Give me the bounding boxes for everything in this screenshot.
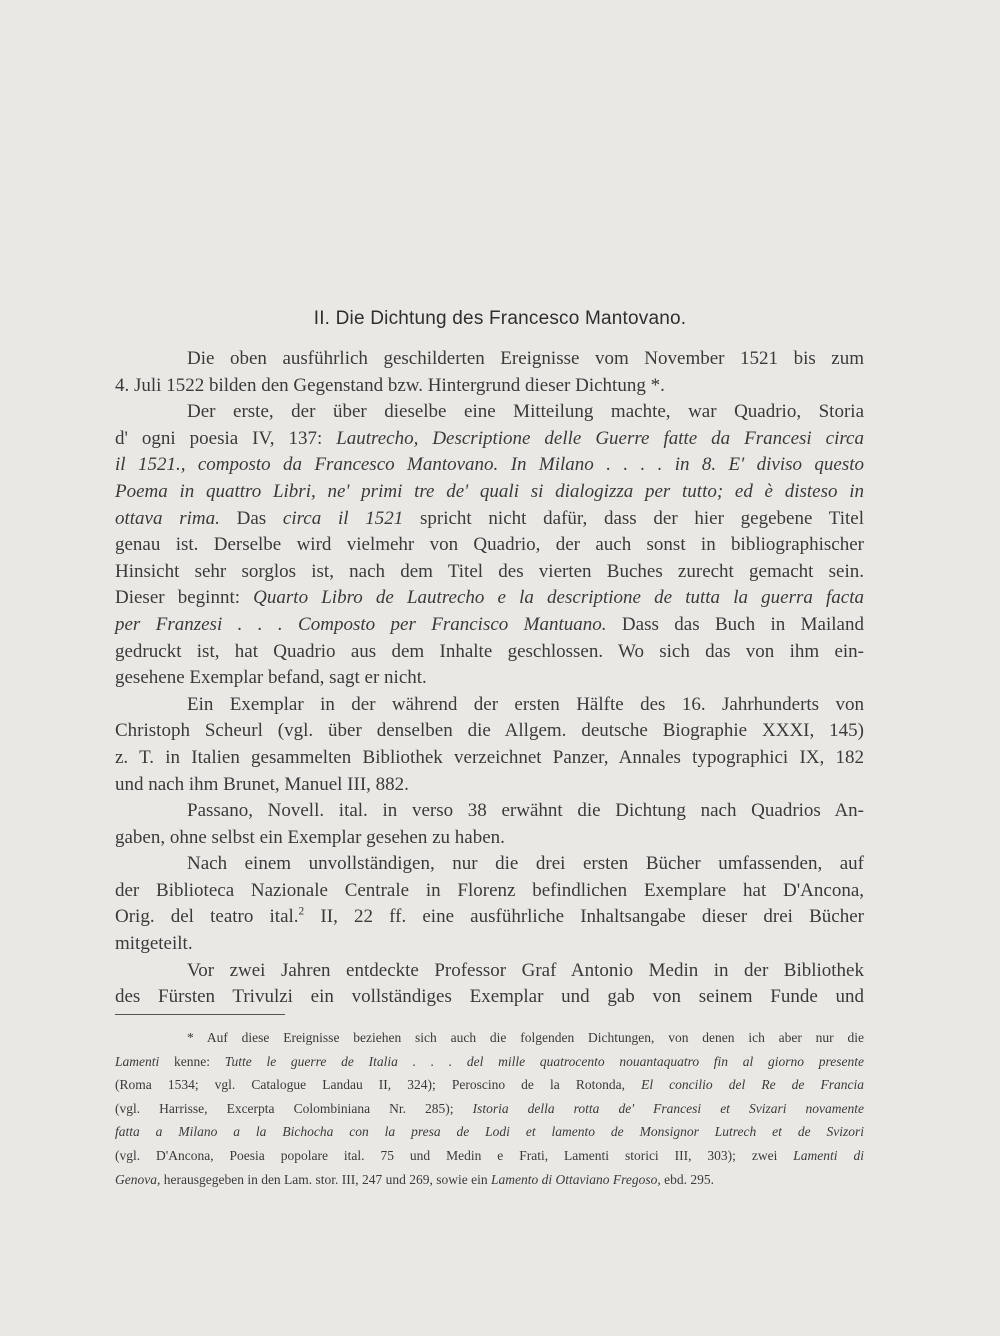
italic-text: per Franzesi . . . Composto per Francisco Mantuano. [115, 613, 607, 635]
text-span: gesehene Exemplar befand, sagt er nicht. [115, 667, 427, 689]
text-span: z. T. in Italien gesammelten Bibliothek verzeichnet Panzer, Annales typographici IX, 182 [115, 746, 864, 768]
text-line [115, 346, 864, 373]
text-line [115, 931, 864, 958]
text-span: Dass das Buch in Mailand [606, 613, 864, 635]
text-span: (Roma 1534; vgl. Catalogue Landau II, 324); Peroscino de la Rotonda, [115, 1077, 642, 1093]
text-line [115, 665, 864, 692]
italic-text: Lamenti di [793, 1147, 864, 1163]
footnote-ref: 2 [298, 906, 305, 919]
text-line [115, 984, 864, 1011]
italic-text: il 1521., composto da Francesco Mantovano. In Milano . . . . in 8. E' diviso questo [115, 454, 864, 476]
text-line [115, 692, 864, 719]
text-span: gaben, ohne selbst ein Exemplar gesehen zu haben. [115, 826, 505, 848]
body-text [115, 346, 864, 1011]
text-line [115, 878, 864, 905]
text-line [115, 532, 864, 559]
text-span: Ein Exemplar in der während der ersten Hälfte des 16. Jahrhunderts von [187, 693, 864, 715]
text-span: * Auf diese Ereignisse beziehen sich auch die folgenden Dichtungen, von denen ich aber nur die [187, 1030, 864, 1045]
text-span: (vgl. Harrisse, Excerpta Colombiniana Nr. 285); [115, 1100, 473, 1116]
italic-text: Lautrecho, Descriptione delle Guerre fatte da Francesi circa [336, 427, 864, 449]
italic-text: fatta a Milano a la Bichocha con la presa de Lodi et lamento de Monsignor Lutrech et de Svizori [115, 1124, 864, 1140]
italic-text: circa il 1521 [282, 507, 404, 529]
footnote-line [115, 1120, 864, 1144]
text-span: der Biblioteca Nazionale Centrale in Florenz befindlichen Exemplare hat D'Ancona, [115, 879, 864, 901]
text-span: gedruckt ist, hat Quadrio aus dem Inhalte geschlossen. Wo sich das von ihm ein- [115, 640, 864, 662]
text-span: Die oben ausführlich geschilderten Ereignisse vom November 1521 bis zum [187, 348, 864, 369]
text-line [115, 825, 864, 852]
text-line [115, 373, 864, 400]
footnote-line [115, 1097, 864, 1121]
text-line [115, 772, 864, 799]
text-line [115, 426, 864, 453]
italic-text: Poema in quattro Libri, ne' primi tre de' quali si dialogizza per tutto; ed è disteso in [115, 480, 864, 502]
text-span: Christoph Scheurl (vgl. über denselben die Allgem. deutsche Biographie XXXI, 145) [115, 720, 864, 742]
text-span: Vor zwei Jahren entdeckte Professor Graf Antonio Medin in der Bibliothek [187, 959, 864, 981]
text-line [115, 851, 864, 878]
footnote-line [115, 1026, 864, 1050]
text-span: spricht nicht dafür, dass der hier gegebene Titel [403, 507, 864, 529]
text-span: Das [219, 507, 283, 529]
text-line [115, 479, 864, 506]
text-span: und nach ihm Brunet, Manuel III, 882. [115, 773, 409, 795]
text-line [115, 958, 864, 985]
section-heading: II. Die Dichtung des Francesco Mantovano. [313, 308, 687, 329]
text-line [115, 798, 864, 825]
italic-text: El concilio del Re de Francia [641, 1077, 864, 1093]
text-line [115, 718, 864, 745]
text-line [115, 904, 864, 931]
text-span: des Fürsten Trivulzi ein vollständiges Exemplar und gab von seinem Funde und [115, 986, 864, 1008]
text-line [115, 559, 864, 586]
text-span: d' ogni poesia IV, 137: [115, 427, 337, 449]
text-span: (vgl. D'Ancona, Poesia popolare ital. 75 und Medin e Frati, Lamenti storici III, 303); zwei [115, 1147, 794, 1163]
text-line [115, 745, 864, 772]
footnote-line [115, 1144, 864, 1168]
italic-text: Lamento di Ottaviano Fregoso, [491, 1171, 661, 1187]
italic-text: Quarto Libro de Lautrecho e la descriptione de tutta la guerra facta [253, 587, 864, 609]
text-span: 4. Juli 1522 bilden den Gegenstand bzw. Hintergrund dieser Dichtung *. [115, 374, 665, 396]
text-span: Hinsicht sehr sorglos ist, nach dem Titel des vierten Buches zurecht gemacht sein. [115, 560, 864, 582]
italic-text: Lamenti [115, 1053, 160, 1069]
footnote-line [115, 1050, 864, 1074]
footnote-line [115, 1073, 864, 1097]
text-span: Dieser beginnt: [115, 587, 254, 609]
text-line [115, 399, 864, 426]
text-span: II, 22 ff. eine ausführliche Inhaltsangabe dieser drei Bücher [304, 906, 864, 928]
text-span: mitgeteilt. [115, 933, 193, 955]
text-line [115, 639, 864, 666]
text-span: herausgegeben in den Lam. stor. III, 247 und 269, sowie ein [160, 1171, 492, 1187]
text-line [115, 506, 864, 533]
italic-text: Istoria della rotta de' Francesi et Svizari novamente [472, 1100, 865, 1116]
text-span: Nach einem unvollständigen, nur die drei ersten Bücher umfassenden, auf [187, 853, 864, 875]
italic-text: Genova, [115, 1171, 161, 1187]
italic-text: ottava rima. [115, 507, 220, 529]
italic-text: Tutte le guerre de Italia . . . del mille quatrocento nouantaquatro fin al giorno presente [224, 1053, 864, 1069]
footnote [115, 1026, 864, 1191]
footnote-rule [115, 1014, 285, 1015]
text-span: Orig. del teatro ital. [115, 906, 299, 928]
text-line [115, 452, 864, 479]
text-line [115, 612, 864, 639]
text-line [115, 585, 864, 612]
text-span: kenne: [159, 1053, 225, 1069]
text-span: Passano, Novell. ital. in verso 38 erwähnt die Dichtung nach Quadrios An- [187, 800, 864, 822]
text-span: genau ist. Derselbe wird vielmehr von Quadrio, der auch sonst in bibliographischer [115, 534, 864, 556]
footnote-line [115, 1168, 864, 1192]
text-span: Der erste, der über dieselbe eine Mitteilung machte, war Quadrio, Storia [187, 401, 864, 423]
text-span: ebd. 295. [660, 1171, 715, 1187]
